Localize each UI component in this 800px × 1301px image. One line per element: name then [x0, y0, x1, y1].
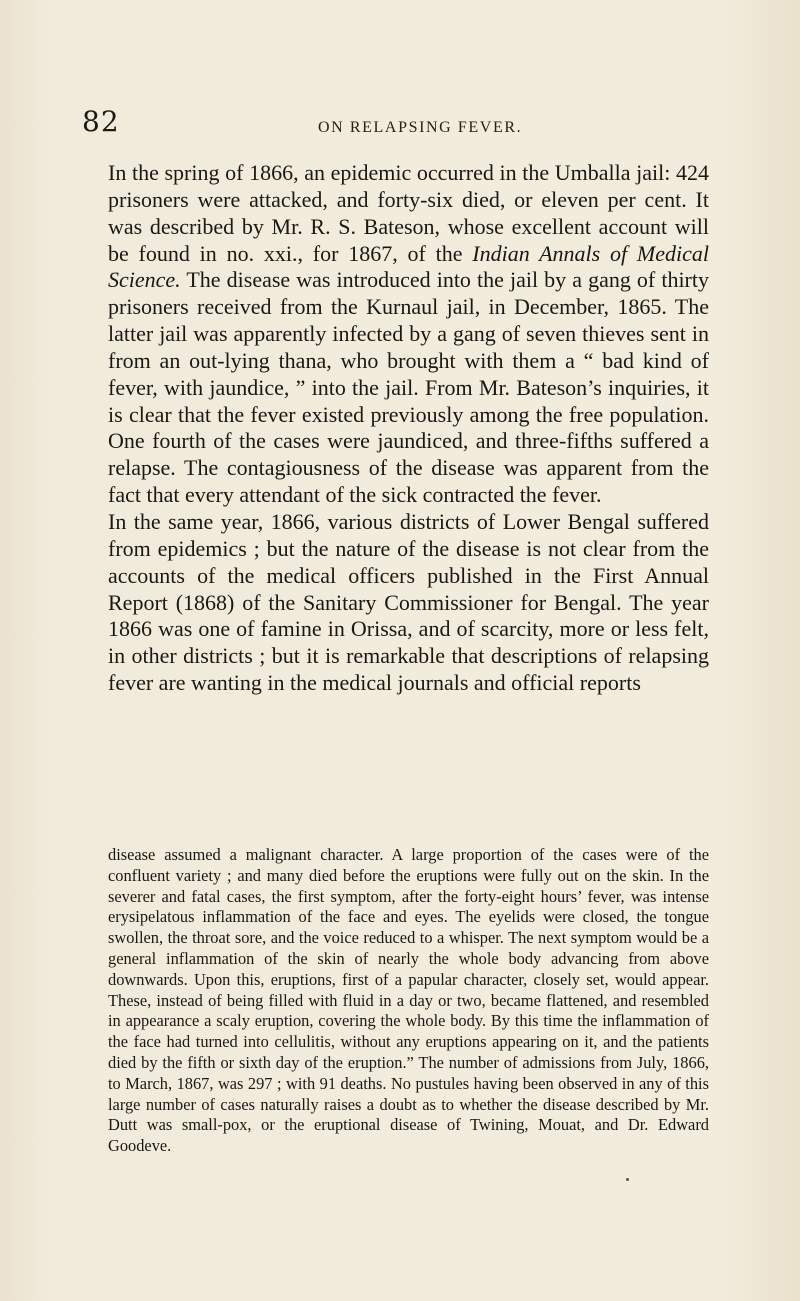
- paragraph-text: In the spring of 1866, an epidemic occurred in the Umballa jail: 424 prisoners were attacked, and forty-six died, or eleven per cent. It was described by Mr. R. S. Bateson, whose excellent account will be found in no. xxi., for 1867, of the: [108, 160, 709, 266]
- running-head: ON RELAPSING FEVER.: [318, 119, 523, 136]
- footnote-text: disease assumed a malignant character. A large proportion of the cases were of the confluent variety ; and many died before the eruptions were fully out on the skin. In the severer and fatal cases, the first symptom, after the forty-eight hours’ fever, was intense erysipelatous inflammation of the face and eyes. The eyelids were closed, the tongue swollen, the throat sore, and the voice reduced to a whisper. The next symptom would be a general inflammation of the skin of nearly the whole body advancing from above downwards. Upon this, eruptions, first of a papular character, closely set, would appear. These, instead of being filled with fluid in a day or two, became flattened, and resembled in appearance a scaly eruption, covering the whole body. By this time the inflammation of the face had turned into cellulitis, without any eruptions appearing on it, and the patients died by the fifth or sixth day of the eruption.” The number of admissions from July, 1866, to March, 1867, was 297 ; with 91 deaths. No pustules having been observed in any of this large number of cases naturally raises a doubt as to whether the disease described by Mr. Dutt was small-pox, or the eruptional disease of Twining, Mouat, and Dr. Edward Goodeve.: [108, 845, 709, 1156]
- paragraph-text: The disease was introduced into the jail by a gang of thirty prisoners received from the Kurnaul jail, in December, 1865. The latter jail was apparently infected by a gang of seven thieves sent in from an out-lying thana, who brought with them a “ bad kind of fever, with jaundice, ” into the jail. From Mr. Bateson’s inquiries, it is clear that the fever existed previously among the free population. One fourth of the cases were jaundiced, and three-fifths suffered a relapse. The contagiousness of the disease was apparent from the fact that every attendant of the sick contracted the fever.: [108, 267, 709, 508]
- paragraph-umballa-epidemic: [108, 160, 709, 509]
- main-text: [108, 160, 709, 697]
- paragraph-bengal-epidemics: In the same year, 1866, various districts of Lower Bengal suffered from epidemics ; but the nature of the disease is not clear from the accounts of the medical officers published in the First Annual Report (1868) of the Sanitary Commissioner for Bengal. The year 1866 was one of famine in Orissa, and of scarcity, more or less felt, in other districts ; but it is remarkable that descriptions of relapsing fever are wanting in the medical journals and official reports: [108, 508, 709, 696]
- page-number: 82: [82, 105, 120, 138]
- journal-title: Indian Annals of Medical Science.: [108, 240, 709, 293]
- paper-spot: [626, 1178, 629, 1181]
- footnote: [108, 845, 709, 1157]
